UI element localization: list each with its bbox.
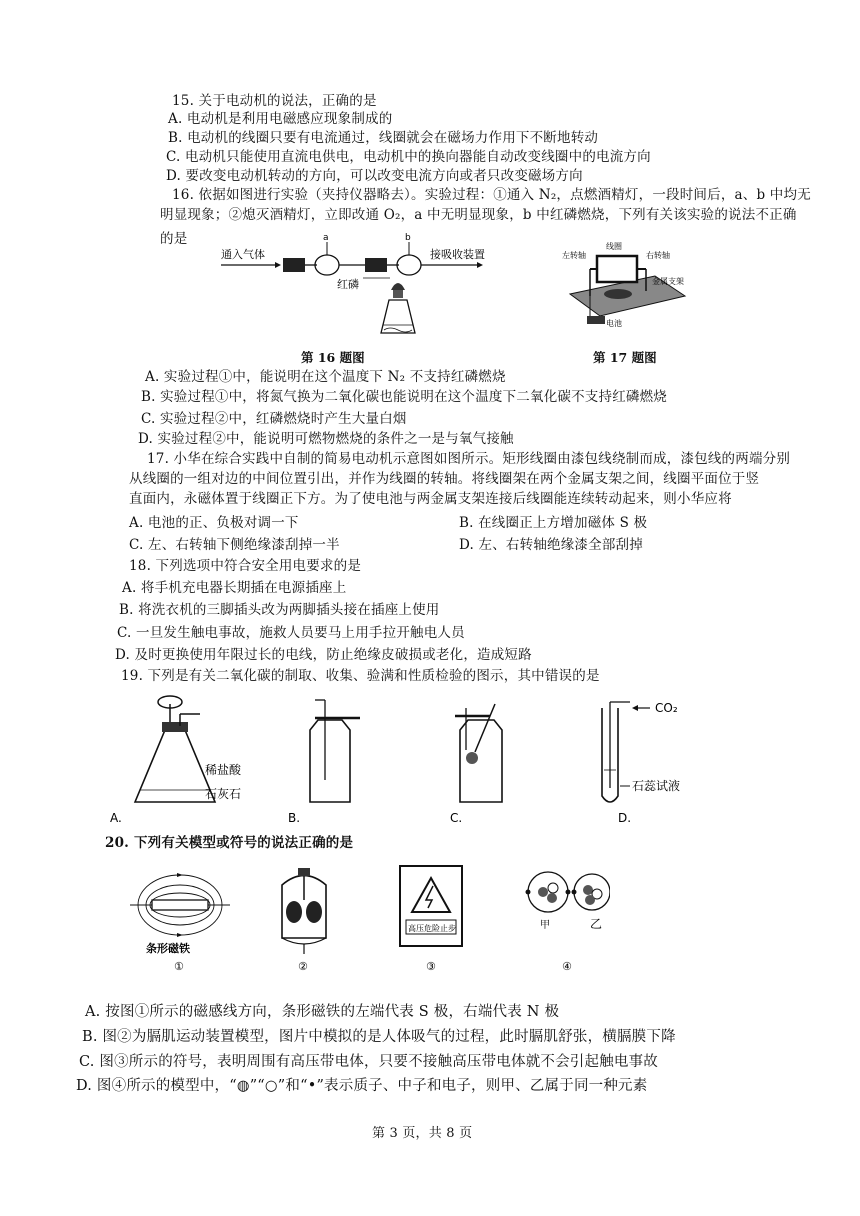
figure-17-motor bbox=[560, 236, 690, 331]
q17-option-d: D. 左、右转轴绝缘漆全部刮掉 bbox=[459, 537, 643, 553]
q18-option-c: C. 一旦发生触电事故，施救人员要马上用手拉开触电人员 bbox=[117, 625, 465, 641]
q16-option-a: A. 实验过程①中，能说明在这个温度下 N₂ 不支持红磷燃烧 bbox=[145, 369, 506, 385]
q20-magnet-label: 条形磁铁 bbox=[146, 942, 190, 955]
q20-fig-2-bell-jar bbox=[282, 868, 326, 973]
q19-stem: 19. 下列是有关二氧化碳的制取、收集、验满和性质检验的图示，其中错误的是 bbox=[121, 668, 600, 684]
q16-stem-line2: 明显现象；②熄灭酒精灯，立即改通 O₂，a 中无明显现象，b 中红磷燃烧，下列有关该实验的说法不正确 bbox=[160, 207, 797, 223]
q18-option-a: A. 将手机充电器长期插在电源插座上 bbox=[122, 580, 347, 596]
q16-option-d: D. 实验过程②中，能说明可燃物燃烧的条件之一是与氧气接触 bbox=[138, 431, 514, 447]
q17-option-c: C. 左、右转轴下侧绝缘漆刮掉一半 bbox=[129, 537, 340, 553]
q15-option-d: D. 要改变电动机转动的方向，可以改变电流方向或者只改变磁场方向 bbox=[166, 168, 583, 184]
q20-fig-3-sign bbox=[400, 866, 462, 973]
q20-fig-4-atoms bbox=[526, 872, 611, 973]
fig17-left-axis-label: 左转轴 bbox=[562, 251, 586, 260]
q15-option-a: A. 电动机是利用电磁感应现象制成的 bbox=[168, 111, 393, 127]
q20-option-d: D. 图④所示的模型中，“◍”“○”和“•”表示质子、中子和电子，则甲、乙属于同一种元素 bbox=[76, 1078, 648, 1094]
fig16-b-label: b bbox=[405, 233, 411, 243]
q15-stem: 15. 关于电动机的说法，正确的是 bbox=[172, 93, 377, 109]
q20-fig2-number: ② bbox=[298, 960, 308, 973]
q17-stem-line2: 从线圈的一组对边的中间位置引出，并作为线圈的转轴。将线圈架在两个金属支架之间，线圈平面位于竖 bbox=[129, 471, 760, 487]
q19-option-b-label: B. bbox=[288, 811, 301, 825]
q19-acid-label: 稀盐酸 bbox=[205, 763, 242, 777]
fig17-coil-label: 线圈 bbox=[606, 242, 622, 251]
q18-stem: 18. 下列选项中符合安全用电要求的是 bbox=[129, 558, 362, 574]
fig16-a-label: a bbox=[323, 233, 329, 243]
fig17-right-axis-label: 右转轴 bbox=[646, 251, 670, 260]
q15-option-c: C. 电动机只能使用直流电供电，电动机中的换向器能自动改变线圈中的电流方向 bbox=[166, 149, 651, 165]
q17-stem-line1: 17. 小华在综合实践中自制的简易电动机示意图如图所示。矩形线圈由漆包线绕制而成，漆包线的两端分别 bbox=[147, 451, 791, 467]
q20-fig4-number: ④ bbox=[562, 960, 572, 973]
figure-17-caption: 第 17 题图 bbox=[593, 350, 657, 365]
q20-option-c: C. 图③所示的符号，表明周围有高压带电体，只要不接触高压带电体就不会引起触电事故 bbox=[79, 1054, 658, 1070]
fig17-battery-label: 电池 bbox=[606, 319, 622, 328]
fig16-phosphorus-label: 红磷 bbox=[337, 278, 359, 291]
figure-20-models bbox=[130, 860, 610, 975]
fig16-outlet-label: 接吸收装置 bbox=[430, 248, 485, 261]
q19-litmus-label: 石蕊试液 bbox=[632, 779, 681, 793]
q19-option-a-label: A. bbox=[110, 811, 122, 825]
q20-option-b: B. 图②为膈肌运动装置模型，图片中模拟的是人体吸气的过程，此时膈肌舒张，横膈膜下降 bbox=[82, 1029, 676, 1045]
q18-option-b: B. 将洗衣机的三脚插头改为两脚插头接在插座上使用 bbox=[119, 602, 440, 618]
q16-stem-line1: 16. 依据如图进行实验（夹持仪器略去）。实验过程：①通入 N₂，点燃酒精灯，一段时间后，a、b 中均无 bbox=[172, 187, 811, 203]
q17-option-b: B. 在线圈正上方增加磁体 S 极 bbox=[459, 515, 648, 531]
page-footer: 第 3 页，共 8 页 bbox=[372, 1126, 473, 1141]
fig16-inlet-label: 通入气体 bbox=[221, 248, 265, 261]
q19-fig-a bbox=[110, 696, 242, 825]
q19-fig-c bbox=[450, 704, 502, 825]
q16-stem-line3: 的是 bbox=[160, 231, 188, 247]
q20-sign-text: 高压危险止步 bbox=[408, 924, 456, 933]
q20-jia-label: 甲 bbox=[540, 920, 550, 931]
fig17-bracket-label: 金属支架 bbox=[652, 277, 684, 286]
q17-stem-line3: 直面内，永磁体置于线圈正下方。为了使电池与两金属支架连接后线圈能连续转动起来，则小华应将 bbox=[129, 491, 732, 507]
q16-option-b: B. 实验过程①中，将氮气换为二氧化碳也能说明在这个温度下二氧化碳不支持红磷燃烧 bbox=[141, 389, 668, 405]
q19-fig-b bbox=[288, 700, 360, 825]
q19-option-d-label: D. bbox=[618, 811, 632, 825]
q19-limestone-label: 石灰石 bbox=[205, 787, 242, 801]
q15-option-b: B. 电动机的线圈只要有电流通过，线圈就会在磁场力作用下不断地转动 bbox=[168, 130, 599, 146]
q18-option-d: D. 及时更换使用年限过长的电线，防止绝缘皮破损或老化，造成短路 bbox=[115, 647, 532, 663]
q17-option-a: A. 电池的正、负极对调一下 bbox=[129, 515, 299, 531]
q20-fig1-number: ① bbox=[174, 960, 184, 973]
q19-option-c-label: C. bbox=[450, 811, 463, 825]
q20-fig3-number: ③ bbox=[426, 960, 436, 973]
figure-19-co2-apparatus bbox=[110, 690, 710, 828]
figure-16-caption: 第 16 题图 bbox=[301, 350, 365, 365]
q16-option-c: C. 实验过程②中，红磷燃烧时产生大量白烟 bbox=[141, 411, 407, 427]
q20-stem: 20. 下列有关模型或符号的说法正确的是 bbox=[105, 835, 354, 851]
q19-co2-label: CO₂ bbox=[655, 701, 678, 715]
q20-option-a: A. 按图①所示的磁感线方向，条形磁铁的左端代表 S 极，右端代表 N 极 bbox=[85, 1004, 560, 1020]
q20-yi-label: 乙 bbox=[590, 917, 603, 931]
q20-fig-1-magnet bbox=[130, 873, 230, 973]
q19-fig-d bbox=[602, 701, 680, 825]
figure-16-apparatus bbox=[215, 228, 520, 343]
